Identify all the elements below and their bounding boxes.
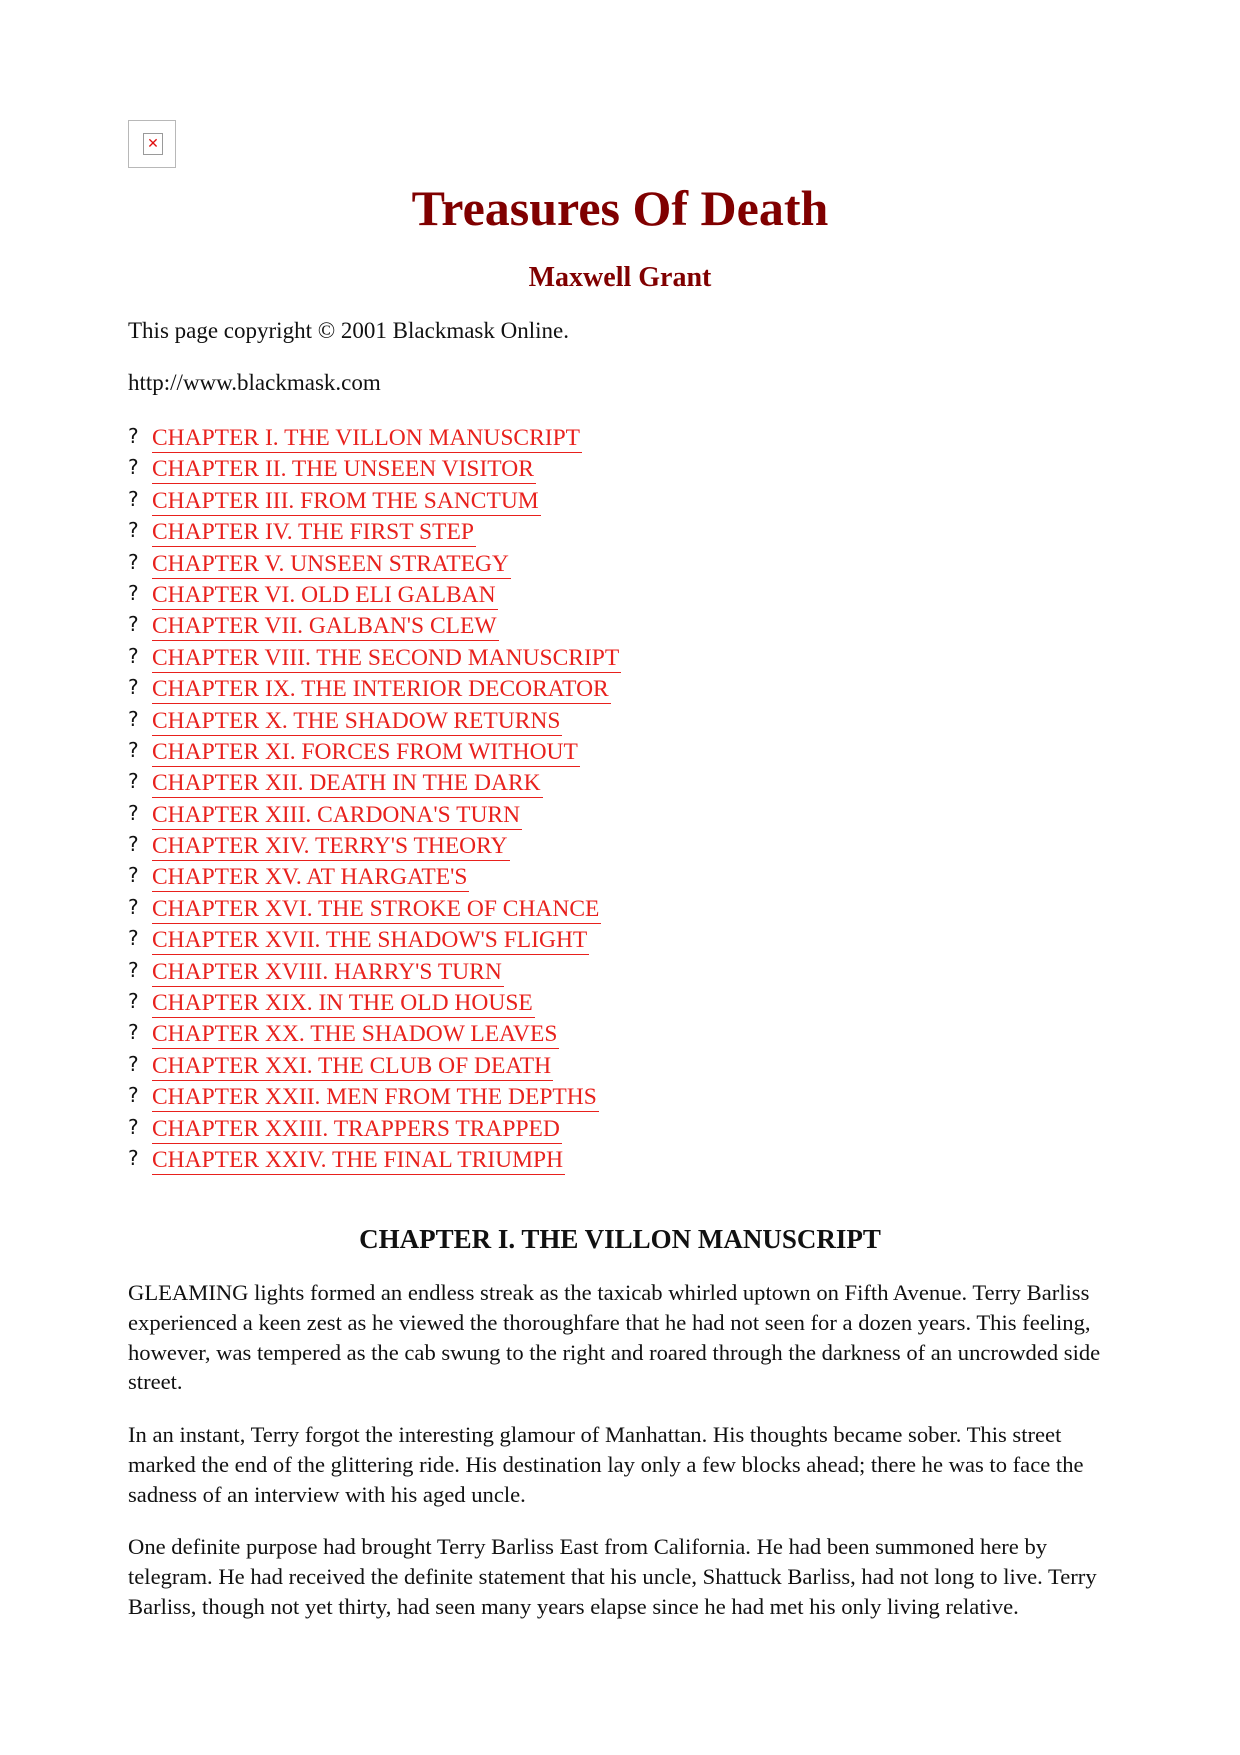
bullet-glyph: ? [128,800,139,825]
bullet-glyph: ? [128,549,139,574]
close-x-icon: ✕ [147,136,159,152]
chapter-link[interactable]: CHAPTER XVII. THE SHADOW'S FLIGHT [152,927,588,954]
bullet-glyph: ? [128,894,139,919]
bullet-glyph: ? [128,1145,139,1170]
chapter-link[interactable]: CHAPTER VIII. THE SECOND MANUSCRIPT [152,644,620,671]
bullet-glyph: ? [128,737,139,762]
bullet-glyph: ? [128,518,139,543]
bullet-glyph: ? [128,863,139,888]
bullet-glyph: ? [128,424,139,448]
chapter-link[interactable]: CHAPTER I. THE VILLON MANUSCRIPT [152,425,581,451]
site-url: http://www.blackmask.com [128,370,381,395]
chapter-link[interactable]: CHAPTER XXIV. THE FINAL TRIUMPH [152,1146,564,1173]
chapter-link[interactable]: CHAPTER III. FROM THE SANCTUM [152,487,539,514]
chapter-link[interactable]: CHAPTER VI. OLD ELI GALBAN [152,581,496,608]
body-paragraph: In an instant, Terry forgot the interesting glamour of Manhattan. His thoughts became sober. This street marked the end of the glittering ride. His destination lay only a few blocks ahead; there he was to face the sadness of an interview with his aged uncle. [128,1422,1084,1507]
chapter-link[interactable]: CHAPTER V. UNSEEN STRATEGY [152,550,509,577]
chapter-link[interactable]: CHAPTER XX. THE SHADOW LEAVES [152,1021,558,1048]
book-author: Maxwell Grant [528,262,712,293]
body-paragraph: One definite purpose had brought Terry Barliss East from California. He had been summoned here by telegram. He had received the definite statement that his uncle, Shattuck Barliss, had not long to live. Terry Barliss, though not yet thirty, had seen many years elapse since he had met his only living relative. [128,1534,1097,1619]
chapter-link[interactable]: CHAPTER IV. THE FIRST STEP [152,519,474,546]
bullet-glyph: ? [128,1051,139,1076]
chapter-link[interactable]: CHAPTER XIX. IN THE OLD HOUSE [152,990,533,1017]
chapter-link[interactable]: CHAPTER XVI. THE STROKE OF CHANCE [152,895,600,922]
chapter-link[interactable]: CHAPTER XV. AT HARGATE'S [152,864,468,891]
chapter-link[interactable]: CHAPTER XXIII. TRAPPERS TRAPPED [152,1115,560,1142]
chapter-link[interactable]: CHAPTER VII. GALBAN'S CLEW [152,613,497,640]
chapter-link[interactable]: CHAPTER IX. THE INTERIOR DECORATOR [152,676,609,703]
bullet-glyph: ? [128,1083,139,1108]
copyright-notice: This page copyright © 2001 Blackmask Online. [128,318,569,343]
broken-image-frame [143,133,163,155]
bullet-glyph: ? [128,675,139,700]
chapter-link[interactable]: CHAPTER XVIII. HARRY'S TURN [152,958,502,985]
bullet-glyph: ? [128,612,139,637]
bullet-glyph: ? [128,989,139,1014]
bullet-glyph: ? [128,580,139,605]
bullet-glyph: ? [128,769,139,794]
bullet-glyph: ? [128,706,139,731]
bullet-glyph: ? [128,1020,139,1045]
bullet-glyph: ? [128,1114,139,1139]
chapter-link[interactable]: CHAPTER XXI. THE CLUB OF DEATH [152,1052,552,1079]
bullet-glyph: ? [128,832,139,857]
chapter-link[interactable]: CHAPTER XII. DEATH IN THE DARK [152,770,541,797]
chapter-link[interactable]: CHAPTER XIII. CARDONA'S TURN [152,801,521,828]
bullet-glyph: ? [128,643,139,668]
bullet-glyph: ? [128,455,139,480]
chapter-link[interactable]: CHAPTER X. THE SHADOW RETURNS [152,707,561,734]
chapter-link[interactable]: CHAPTER XXII. MEN FROM THE DEPTHS [152,1084,597,1111]
bullet-glyph: ? [128,486,139,511]
chapter-link[interactable]: CHAPTER XIV. TERRY'S THEORY [152,833,508,860]
bullet-glyph: ? [128,926,139,951]
chapter-link[interactable]: CHAPTER II. THE UNSEEN VISITOR [152,456,534,483]
book-title: Treasures Of Death [411,180,829,236]
chapter-heading: CHAPTER I. THE VILLON MANUSCRIPT [359,1224,881,1254]
chapter-link[interactable]: CHAPTER XI. FORCES FROM WITHOUT [152,738,578,765]
bullet-glyph: ? [128,957,139,982]
broken-image-icon [128,120,176,168]
body-paragraph: GLEAMING lights formed an endless streak as the taxicab whirled uptown on Fifth Avenue. Terry Barliss experienced a keen zest as he viewed the thoroughfare that he had not seen for a dozen years. This feeling, however, was tempered as the cab swung to the right and roared through the darkness of an uncrowded side street. [128,1280,1101,1395]
